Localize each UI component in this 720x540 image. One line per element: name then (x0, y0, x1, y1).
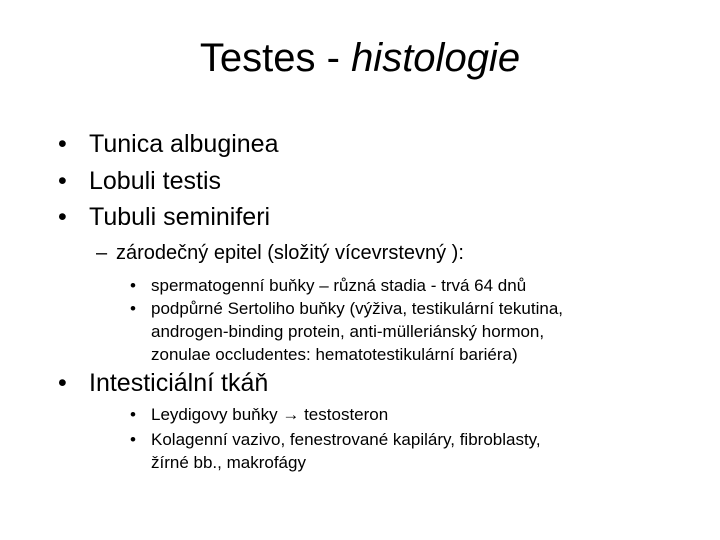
bullet-marker: • (58, 203, 67, 231)
text-line: Kolagenní vazivo, fenestrované kapiláry, fibroblasty, (151, 430, 541, 449)
bullet-text: Tunica albuginea (89, 130, 279, 158)
subsubbullet-text: spermatogenní buňky – různá stadia - trvá 64 dnů (151, 276, 527, 295)
title-main: Testes - (199, 36, 352, 80)
title-italic: histologie (351, 36, 521, 80)
text-line: podpůrné Sertoliho buňky (výživa, testikulární tekutina, (151, 299, 564, 318)
bullet-text: Intesticiální tkáň (89, 369, 269, 397)
bullet-marker: • (58, 369, 67, 397)
dash-marker: – (96, 242, 108, 264)
text-line: zonulae occludentes: hematotestikulární bariéra) (151, 345, 518, 364)
subbullet-text: zárodečný epitel (složitý vícevrstevný ): (116, 242, 464, 264)
bullet-marker: • (130, 299, 136, 318)
subsubbullet-text (151, 428, 541, 474)
bullet-text: Tubuli seminiferi (89, 203, 271, 231)
bullet-text: Lobuli testis (89, 167, 222, 195)
slide-title (0, 33, 720, 83)
bullet-marker: • (130, 430, 136, 449)
bullet-marker: • (58, 130, 67, 158)
bullet-marker: • (130, 276, 136, 295)
bullet-marker: • (58, 167, 67, 195)
bullet-marker: • (130, 405, 136, 424)
subsubbullet-text (151, 297, 563, 366)
text-line: androgen-binding protein, anti-mülleriánský hormon, (151, 322, 545, 341)
subsubbullet-text: Leydigovy buňky → testosteron (151, 405, 389, 424)
text-line: žírné bb., makrofágy (151, 453, 306, 472)
